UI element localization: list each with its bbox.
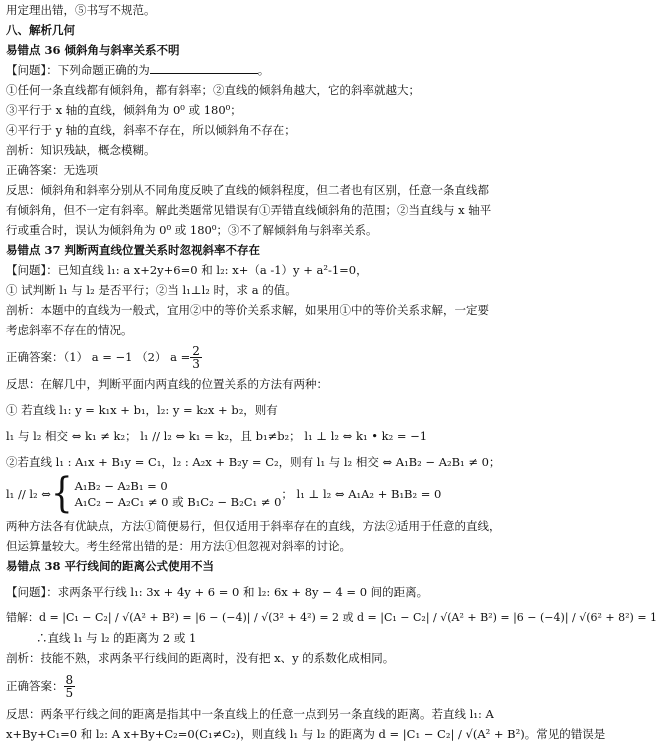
answer-text: 正确答案：（1） a = −1 （2） a =	[6, 350, 191, 364]
answer-blank	[150, 63, 258, 74]
section-heading: 八、解析几何	[6, 23, 75, 37]
answer-line	[6, 668, 493, 704]
conclusion-line: ∴直线 l₁ 与 l₂ 的距离为 2 或 1	[36, 631, 197, 645]
system-line	[6, 472, 493, 516]
reflection-line: 两种方法各有优缺点，方法①简便易行，但仅适用于斜率存在的直线，方法②适用于任意的直线，	[6, 519, 501, 533]
reflection-line: 反思：倾斜角和斜率分别从不同角度反映了直线的倾斜程度，但二者也有区别，任意一条直线都	[6, 183, 489, 197]
brace-icon: {	[50, 470, 73, 518]
analysis-line: 剖析：技能不熟，求两条平行线间的距离时，没有把 x、y 的系数化成相同。	[6, 651, 395, 665]
analysis-line: 剖析：知识残缺，概念模糊。	[6, 143, 156, 157]
option-line: ③平行于 x 轴的直线，倾斜角为 0⁰ 或 180⁰；	[6, 103, 242, 117]
system-eq-1: A₁B₂ − A₂B₁ = 0	[74, 479, 168, 493]
analysis-line: 剖析：本题中的直线为一般式，宜用②中的等价关系求解，如果用①中的等价关系求解，一定要	[6, 303, 489, 317]
option-line: ①任何一条直线都有倾斜角，都有斜率；②直线的倾斜角越大，它的斜率就越大；	[6, 83, 420, 97]
wrong-solution-line	[6, 608, 657, 628]
wrong-solution-formula: d = |C₁ − C₂| / √(A² + B²) = |6 − (−4)| / √(3² + 4²) = 2 或 d = |C₁ − C₂| / √(A² + B²) = |6 − (−4)| / √(6² + 8²) = 1	[39, 611, 657, 624]
question-line: 【问题】：已知直线 l₁: a x+2y+6=0 和 l₂: x+（a -1）y + a²-1=0，	[6, 263, 368, 277]
method-line: l₁ 与 l₂ 相交 ⇔ k₁ ≠ k₂； l₁ // l₂ ⇔ k₁ = k₂，且 b₁≠b₂； l₁ ⊥ l₂ ⇔ k₁ • k₂ = −1	[6, 429, 428, 443]
perpendicular-text: ； l₁ ⊥ l₂ ⇔ A₁A₂ + B₁B₂ = 0	[281, 487, 442, 501]
question-prompt: 【问题】：下列命题正确的为	[6, 63, 150, 77]
reflection-line: 反思：两条平行线之间的距离是指其中一条直线上的任意一点到另一条直线的距离。若直线 l₁: A	[6, 707, 494, 721]
numerator: 2	[192, 343, 200, 358]
error-point-heading: 易错点 38 平行线间的距离公式使用不当	[6, 559, 215, 573]
question-end: 。	[257, 63, 270, 77]
error-point-heading: 易错点 37 判断两直线位置关系时忽视斜率不存在	[6, 243, 261, 257]
option-line: ④平行于 y 轴的直线，斜率不存在，所以倾斜角不存在；	[6, 123, 296, 137]
answer-line: 正确答案：无选项	[6, 163, 98, 177]
system-eq-2: A₁C₂ − A₂C₁ ≠ 0 或 B₁C₂ − B₂C₁ ≠ 0	[74, 495, 282, 509]
method-line: ① 若直线 l₁: y = k₁x + b₁，l₂: y = k₂x + b₂，则有	[6, 403, 278, 417]
answer-text: 正确答案：	[6, 679, 64, 693]
method-line: ②若直线 l₁ : A₁x + B₁y = C₁，l₂ : A₂x + B₂y = C₂，则有 l₁ 与 l₂ 相交 ⇔ A₁B₂ − A₂B₁ ≠ 0；	[6, 455, 501, 469]
wrong-solution-label: 错解：	[6, 611, 39, 624]
reflection-line: 但运算量较大。考生经常出错的是：用方法①但忽视对斜率的讨论。	[6, 539, 351, 553]
analysis-line: 考虑斜率不存在的情况。	[6, 323, 133, 337]
reflection-line: 有倾斜角，但不一定有斜率。解此类题常见错误有①弄错直线倾斜角的范围；②当直线与 x 轴平	[6, 203, 492, 217]
error-point-heading: 易错点 36 倾斜角与斜率关系不明	[6, 43, 180, 57]
denominator: 3	[192, 356, 200, 371]
question-line: 【问题】：求两条平行线 l₁: 3x + 4y + 6 = 0 和 l₂: 6x + 8y − 4 = 0 间的距离。	[6, 585, 429, 599]
question-line	[6, 60, 493, 80]
parallel-text: l₁ // l₂ ⇔	[6, 487, 51, 501]
denominator: 5	[65, 685, 74, 700]
fraction	[64, 674, 76, 699]
equation-system	[75, 478, 282, 510]
text-line: 用定理出错，⑤书写不规范。	[6, 3, 156, 17]
numerator: 8	[65, 672, 74, 687]
reflection-line: 反思：在解几中，判断平面内两直线的位置关系的方法有两种：	[6, 377, 328, 391]
reflection-line: x+By+C₁=0 和 l₂: A x+By+C₂=0(C₁≠C₂)，则直线 l₁ 与 l₂ 的距离为 d = |C₁ − C₂| / √(A² + B²)。常见的错误是	[6, 727, 606, 741]
reflection-line: 行或重合时，误认为倾斜角为 0⁰ 或 180⁰；③不了解倾斜角与斜率关系。	[6, 223, 378, 237]
answer-line	[6, 340, 493, 374]
question-line: ① 试判断 l₁ 与 l₂ 是否平行；②当 l₁⊥l₂ 时，求 a 的值。	[6, 283, 297, 297]
fraction	[190, 345, 202, 370]
